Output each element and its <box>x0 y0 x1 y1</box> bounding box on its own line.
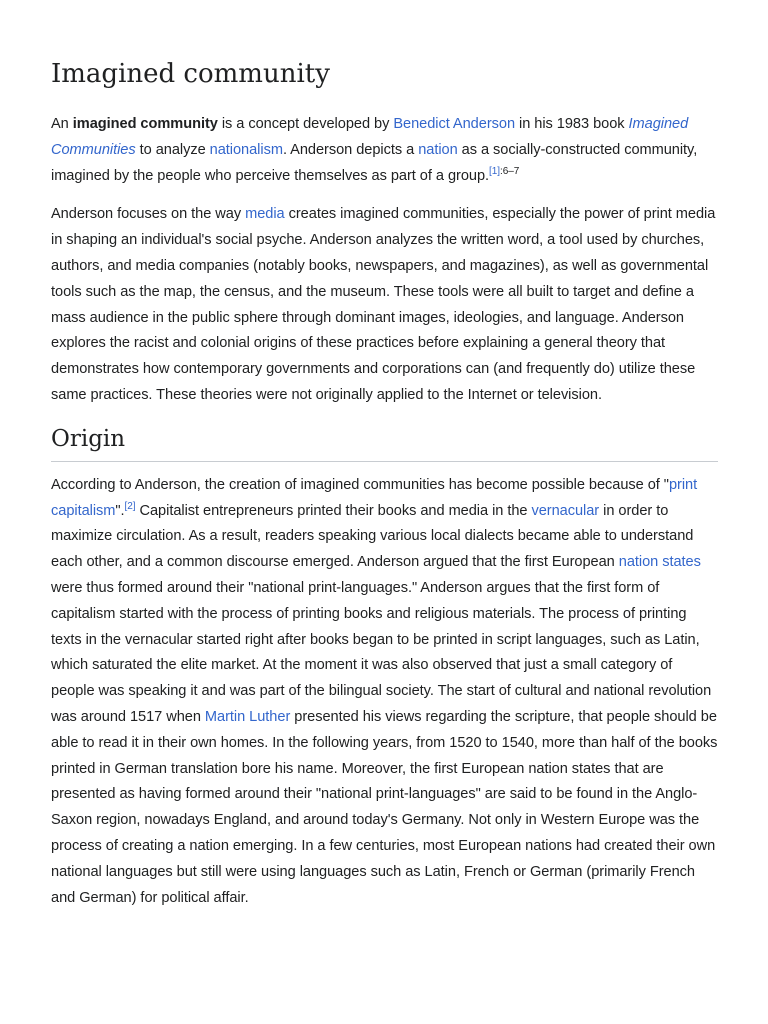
link-nation[interactable]: nation <box>418 141 458 158</box>
lead-text: . Anderson depicts a <box>282 141 419 158</box>
citation-link-2[interactable]: [2] <box>124 500 136 512</box>
link-imagined-communities[interactable]: Imagined Communities <box>51 116 689 158</box>
section-heading-origin: Origin <box>51 423 718 462</box>
origin-text: presented his views regarding the scripture, that people should be able to read it in their own homes. In the following years, from 1520 to 1540, more than half of the books printed in German translation bore his name. Moreover, the first European nation states that are presented as having formed around their "national print-languages" are said to be found in the Anglo-Saxon region, nowadays England, and around today's Germany. Not only in Western Europe was the process of creating a nation emerging. In a few centuries, most European nations had created their own national languages but still were using languages such as Latin, French or German (primarily French and German) for political affair. <box>51 708 718 906</box>
link-nation-states[interactable]: nation states <box>618 554 701 571</box>
citation-2 <box>125 501 136 512</box>
origin-paragraph <box>51 473 718 912</box>
media-paragraph <box>51 202 718 408</box>
lead-text: in his 1983 book <box>515 116 629 132</box>
origin-text: Capitalist entrepreneurs printed their books and media in the <box>135 502 532 519</box>
lead-text: as a socially-constructed community, imagined by the people who perceive themselves as part of a group. <box>51 141 698 184</box>
lead-text: is a concept developed by <box>217 116 394 132</box>
media-text: Anderson focuses on the way <box>51 206 246 223</box>
origin-text: According to Anderson, the creation of imagined communities has become possible because of " <box>51 476 669 493</box>
link-print-capitalism[interactable]: print capitalism <box>51 476 698 519</box>
citation-1 <box>489 166 519 177</box>
lead-paragraph <box>51 112 718 189</box>
link-vernacular[interactable]: vernacular <box>531 502 600 519</box>
citation-pages: :6–7 <box>500 165 520 177</box>
article <box>51 0 718 924</box>
link-martin-luther[interactable]: Martin Luther <box>204 708 291 725</box>
lead-term: imagined community <box>72 116 218 132</box>
origin-text: ". <box>115 502 125 519</box>
link-media[interactable]: media <box>245 206 285 223</box>
media-text: creates imagined communities, especially the power of print media in shaping an individual's social psyche. Anderson analyzes the written word, a tool used by churches, authors, and media companies (notably books, newspapers, and magazines), as well as governmental tools such as the map, the census, and the museum. These tools were all built to target and define a mass audience in the public sphere through dominant images, ideologies, and language. Anderson explores the racist and colonial origins of these practices before explaining a general theory that demonstrates how contemporary governments and corporations can (and frequently do) utilize these same practices. These theories were not originally applied to the Internet or television. <box>51 206 716 403</box>
link-nationalism[interactable]: nationalism <box>209 141 283 158</box>
page-title: Imagined community <box>51 59 330 89</box>
citation-link-1[interactable]: [1] <box>489 165 500 177</box>
lead-text: An <box>51 116 73 132</box>
lead-text: to analyze <box>135 141 210 158</box>
link-benedict-anderson[interactable]: Benedict Anderson <box>393 116 516 132</box>
origin-text: were thus formed around their "national print-languages." Anderson argues that the first form of capitalism started with the process of printing books and religious materials. The process of printing texts in the vernacular started right after books began to be printed in script languages, such as Latin, which saturated the elite market. At the moment it was also observed that just a small category of people was speaking it and was part of the bilingual society. The start of cultural and national revolution was around 1517 when <box>51 579 712 725</box>
origin-text: in order to maximize circulation. As a result, readers speaking various local dialects became able to understand each other, and a common discourse emerged. Anderson argued that the first European <box>51 502 694 571</box>
